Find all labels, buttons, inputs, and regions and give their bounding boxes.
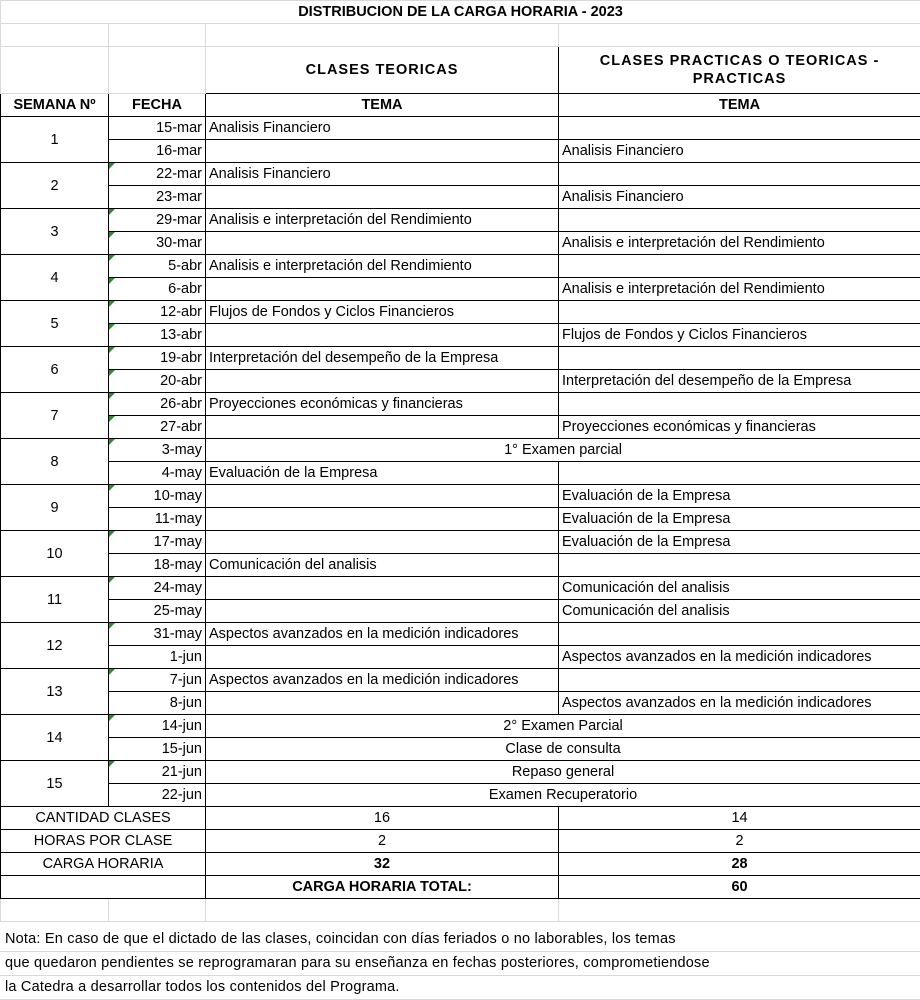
date-cell[interactable]: 14-jun (109, 715, 206, 738)
footnote-line[interactable]: Nota: En caso de que el dictado de las clases, coincidan con días feriados o no laborables, los temas (0, 928, 920, 952)
week-number-cell[interactable]: 9 (1, 485, 109, 531)
table-row (1, 370, 920, 393)
practicas-topic-cell[interactable]: Analisis e interpretación del Rendimiento (559, 278, 920, 301)
teoricas-topic-cell[interactable]: Aspectos avanzados en la medición indicadores (206, 669, 559, 692)
merged-topic-cell[interactable]: 2° Examen Parcial (206, 715, 920, 738)
teoricas-topic-cell[interactable] (206, 186, 559, 209)
table-row (1, 117, 920, 140)
teoricas-topic-cell[interactable]: Analisis Financiero (206, 117, 559, 140)
empty-cell[interactable] (109, 24, 206, 47)
date-cell[interactable]: 10-may (109, 485, 206, 508)
table-row (1, 761, 920, 784)
week-number-cell[interactable]: 5 (1, 301, 109, 347)
practicas-topic-cell[interactable]: Proyecciones económicas y financieras (559, 416, 920, 439)
empty-cell[interactable] (559, 899, 920, 922)
teoricas-topic-cell[interactable] (206, 485, 559, 508)
practicas-topic-cell[interactable] (559, 163, 920, 186)
carga-total-value[interactable]: 60 (559, 876, 920, 899)
date-cell[interactable]: 11-may (109, 508, 206, 531)
teoricas-topic-cell[interactable] (206, 140, 559, 163)
week-number-cell[interactable]: 3 (1, 209, 109, 255)
date-cell[interactable]: 21-jun (109, 761, 206, 784)
practicas-topic-cell[interactable]: Comunicación del analisis (559, 600, 920, 623)
date-cell[interactable]: 26-abr (109, 393, 206, 416)
empty-cell[interactable] (1, 899, 109, 922)
date-cell[interactable]: 20-abr (109, 370, 206, 393)
practicas-topic-cell[interactable]: Comunicación del analisis (559, 577, 920, 600)
table-row (1, 209, 920, 232)
table-row (1, 508, 920, 531)
carga-total-label[interactable]: CARGA HORARIA TOTAL: (206, 876, 559, 899)
teoricas-topic-cell[interactable] (206, 600, 559, 623)
table-row (1, 255, 920, 278)
teoricas-topic-cell[interactable] (206, 370, 559, 393)
blank-row (1, 899, 920, 922)
teoricas-topic-cell[interactable]: Analisis e interpretación del Rendimiento (206, 209, 559, 232)
practicas-topic-cell[interactable]: Evaluación de la Empresa (559, 485, 920, 508)
teoricas-topic-cell[interactable] (206, 232, 559, 255)
date-cell[interactable]: 17-may (109, 531, 206, 554)
practicas-topic-cell[interactable] (559, 623, 920, 646)
date-cell[interactable]: 23-mar (109, 186, 206, 209)
teoricas-topic-cell[interactable]: Proyecciones económicas y financieras (206, 393, 559, 416)
cantidad-clases-practicas[interactable]: 14 (559, 807, 920, 830)
empty-cell[interactable] (1, 876, 206, 899)
cantidad-clases-teoricas[interactable]: 16 (206, 807, 559, 830)
merged-topic-cell[interactable]: Repaso general (206, 761, 920, 784)
practicas-topic-cell[interactable] (559, 669, 920, 692)
summary-row (1, 807, 920, 830)
week-number-cell[interactable]: 6 (1, 347, 109, 393)
practicas-topic-cell[interactable]: Flujos de Fondos y Ciclos Financieros (559, 324, 920, 347)
teoricas-topic-cell[interactable] (206, 577, 559, 600)
teoricas-topic-cell[interactable] (206, 324, 559, 347)
week-number-cell[interactable]: 12 (1, 623, 109, 669)
table-row (1, 140, 920, 163)
table-row (1, 600, 920, 623)
table-row (1, 163, 920, 186)
merged-topic-cell[interactable]: Clase de consulta (206, 738, 920, 761)
header-tema-practicas[interactable]: TEMA (559, 94, 920, 117)
practicas-topic-cell[interactable] (559, 462, 920, 485)
carga-horaria-practicas[interactable]: 28 (559, 853, 920, 876)
week-number-cell[interactable]: 11 (1, 577, 109, 623)
date-cell[interactable]: 29-mar (109, 209, 206, 232)
date-cell[interactable]: 7-jun (109, 669, 206, 692)
table-row (1, 439, 920, 462)
empty-cell[interactable] (559, 24, 920, 47)
date-cell[interactable]: 15-jun (109, 738, 206, 761)
table-row (1, 623, 920, 646)
sheet-title[interactable]: DISTRIBUCION DE LA CARGA HORARIA - 2023 (1, 1, 920, 24)
date-cell[interactable]: 18-may (109, 554, 206, 577)
practicas-topic-cell[interactable]: Analisis Financiero (559, 186, 920, 209)
week-number-cell[interactable]: 4 (1, 255, 109, 301)
header-clases-practicas[interactable]: CLASES PRACTICAS O TEORICAS - PRACTICAS (559, 47, 920, 94)
practicas-topic-cell[interactable]: Analisis Financiero (559, 140, 920, 163)
practicas-topic-cell[interactable] (559, 117, 920, 140)
practicas-topic-cell[interactable]: Analisis e interpretación del Rendimiento (559, 232, 920, 255)
merged-topic-cell[interactable]: 1° Examen parcial (206, 439, 920, 462)
footnote (0, 928, 920, 1000)
empty-cell[interactable] (1, 47, 109, 94)
teoricas-topic-cell[interactable]: Flujos de Fondos y Ciclos Financieros (206, 301, 559, 324)
date-cell[interactable]: 24-may (109, 577, 206, 600)
carga-horaria-label[interactable]: CARGA HORARIA (1, 853, 206, 876)
table-row (1, 278, 920, 301)
summary-row (1, 853, 920, 876)
table-row (1, 669, 920, 692)
header-fecha[interactable]: FECHA (109, 94, 206, 117)
date-cell[interactable]: 30-mar (109, 232, 206, 255)
table-row (1, 232, 920, 255)
table-row (1, 577, 920, 600)
table-row (1, 347, 920, 370)
date-cell[interactable]: 15-mar (109, 117, 206, 140)
week-number-cell[interactable]: 13 (1, 669, 109, 715)
cantidad-clases-label[interactable]: CANTIDAD CLASES (1, 807, 206, 830)
date-cell[interactable]: 6-abr (109, 278, 206, 301)
practicas-topic-cell[interactable] (559, 347, 920, 370)
table-row (1, 393, 920, 416)
table-row (1, 301, 920, 324)
date-cell[interactable]: 13-abr (109, 324, 206, 347)
date-cell[interactable]: 8-jun (109, 692, 206, 715)
table-row (1, 324, 920, 347)
teoricas-topic-cell[interactable] (206, 692, 559, 715)
practicas-topic-cell[interactable]: Aspectos avanzados en la medición indicadores (559, 692, 920, 715)
date-cell[interactable]: 31-may (109, 623, 206, 646)
summary-row (1, 830, 920, 853)
teoricas-topic-cell[interactable] (206, 508, 559, 531)
table-row (1, 186, 920, 209)
empty-cell[interactable] (109, 47, 206, 94)
table-row (1, 531, 920, 554)
practicas-topic-cell[interactable]: Interpretación del desempeño de la Empresa (559, 370, 920, 393)
horas-por-clase-practicas[interactable]: 2 (559, 830, 920, 853)
teoricas-topic-cell[interactable] (206, 531, 559, 554)
empty-cell[interactable] (109, 899, 206, 922)
table-row (1, 416, 920, 439)
practicas-topic-cell[interactable] (559, 255, 920, 278)
week-number-cell[interactable]: 7 (1, 393, 109, 439)
table-row (1, 692, 920, 715)
footnote-line[interactable]: la Catedra a desarrollar todos los contenidos del Programa. (0, 976, 920, 1000)
practicas-topic-cell[interactable]: Aspectos avanzados en la medición indicadores (559, 646, 920, 669)
teoricas-topic-cell[interactable]: Analisis e interpretación del Rendimiento (206, 255, 559, 278)
practicas-topic-cell[interactable] (559, 301, 920, 324)
header-tema-teoricas[interactable]: TEMA (206, 94, 559, 117)
practicas-topic-cell[interactable]: Evaluación de la Empresa (559, 508, 920, 531)
teoricas-topic-cell[interactable]: Evaluación de la Empresa (206, 462, 559, 485)
date-cell[interactable]: 12-abr (109, 301, 206, 324)
week-number-cell[interactable]: 1 (1, 117, 109, 163)
teoricas-topic-cell[interactable]: Interpretación del desempeño de la Empresa (206, 347, 559, 370)
date-cell[interactable]: 4-may (109, 462, 206, 485)
practicas-topic-cell[interactable]: Evaluación de la Empresa (559, 531, 920, 554)
week-number-cell[interactable]: 10 (1, 531, 109, 577)
date-cell[interactable]: 1-jun (109, 646, 206, 669)
header-semana[interactable]: SEMANA Nº (1, 94, 109, 117)
week-number-cell[interactable]: 15 (1, 761, 109, 807)
teoricas-topic-cell[interactable] (206, 646, 559, 669)
date-cell[interactable]: 22-mar (109, 163, 206, 186)
date-cell[interactable]: 27-abr (109, 416, 206, 439)
week-number-cell[interactable]: 14 (1, 715, 109, 761)
total-row (1, 876, 920, 899)
table-row (1, 554, 920, 577)
table-row (1, 462, 920, 485)
empty-cell[interactable] (206, 24, 559, 47)
practicas-topic-cell[interactable] (559, 554, 920, 577)
date-cell[interactable]: 25-may (109, 600, 206, 623)
date-cell[interactable]: 16-mar (109, 140, 206, 163)
table-row (1, 784, 920, 807)
empty-cell[interactable] (1, 24, 109, 47)
teoricas-topic-cell[interactable] (206, 416, 559, 439)
footnote-line[interactable]: que quedaron pendientes se reprogramaran para su enseñanza en fechas posteriores, comprometiendose (0, 952, 920, 976)
teoricas-topic-cell[interactable]: Aspectos avanzados en la medición indicadores (206, 623, 559, 646)
teoricas-topic-cell[interactable]: Analisis Financiero (206, 163, 559, 186)
table-row (1, 485, 920, 508)
horas-por-clase-teoricas[interactable]: 2 (206, 830, 559, 853)
week-number-cell[interactable]: 8 (1, 439, 109, 485)
table-row (1, 715, 920, 738)
week-number-cell[interactable]: 2 (1, 163, 109, 209)
table-row (1, 738, 920, 761)
practicas-topic-cell[interactable] (559, 209, 920, 232)
carga-horaria-teoricas[interactable]: 32 (206, 853, 559, 876)
table-row (1, 646, 920, 669)
date-cell[interactable]: 3-may (109, 439, 206, 462)
teoricas-topic-cell[interactable]: Comunicación del analisis (206, 554, 559, 577)
empty-cell[interactable] (206, 899, 559, 922)
horas-por-clase-label[interactable]: HORAS POR CLASE (1, 830, 206, 853)
date-cell[interactable]: 19-abr (109, 347, 206, 370)
practicas-topic-cell[interactable] (559, 393, 920, 416)
teoricas-topic-cell[interactable] (206, 278, 559, 301)
date-cell[interactable]: 22-jun (109, 784, 206, 807)
merged-topic-cell[interactable]: Examen Recuperatorio (206, 784, 920, 807)
date-cell[interactable]: 5-abr (109, 255, 206, 278)
header-clases-teoricas[interactable]: CLASES TEORICAS (206, 47, 559, 94)
